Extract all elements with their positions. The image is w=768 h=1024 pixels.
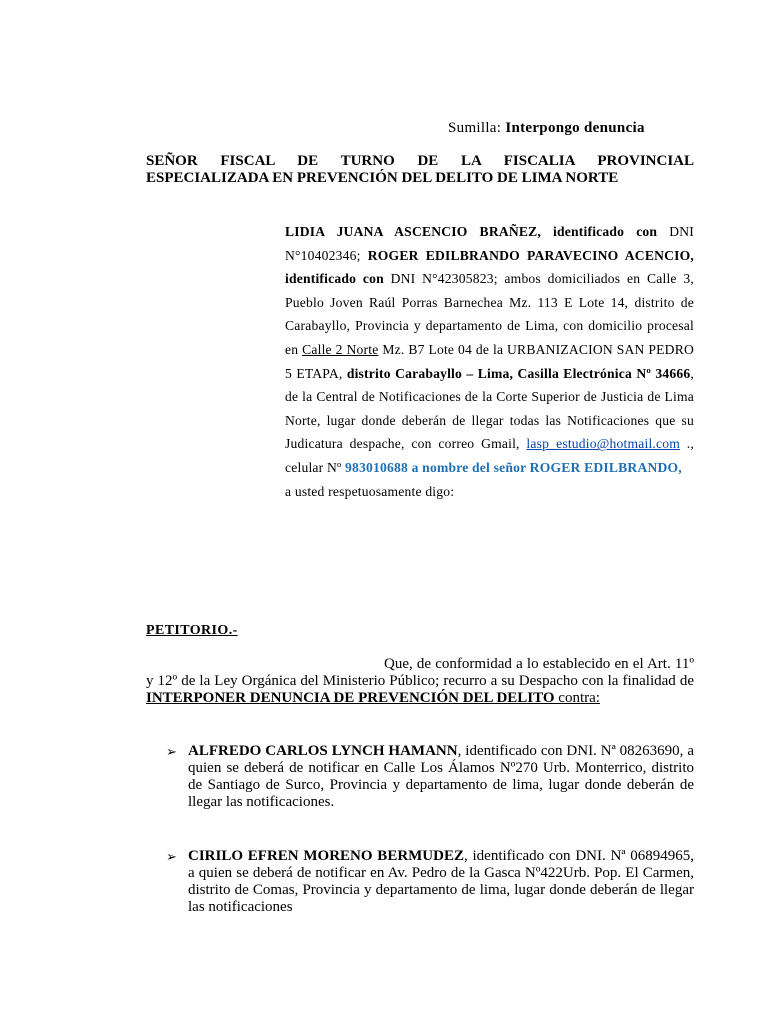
denounced-text	[188, 743, 694, 811]
dni-2-address: DNI N°42305823; ambos domiciliados en Calle 3, Pueblo Joven Raúl Porras Barnechea Mz. 113 E Lote 14, distrito de Carabayllo, Provincia y departamento de Lima, con domicilio procesal en	[285, 271, 695, 357]
addressee-line-1: SEÑOR FISCAL DE TURNO DE LA FISCALIA PROVINCIAL	[146, 153, 694, 169]
addressee-line-2: ESPECIALIZADA EN PREVENCIÓN DEL DELITO DE LIMA NORTE	[146, 170, 619, 186]
phone-owner: 983010688 a nombre del señor ROGER EDILBRANDO,	[345, 459, 682, 475]
denounced-text	[188, 848, 694, 916]
procesal-street: Calle 2 Norte	[302, 341, 379, 357]
denounced-item	[166, 848, 694, 916]
central-notificaciones: , de la Central de Notificaciones de la Corte Superior de Justicia de Lima Norte, lugar donde deberán de llegar todas las Notificaciones que su Judicatura despache, con correo Gmail,	[285, 365, 694, 452]
denounced-details: , identificado con DNI. Nª 08263690, a quien se deberá de notificar en Calle Los Álamos Nº270 Urb. Monterrico, distrito de Santiago de Surco, Provincia y departamento de lima, lugar donde deberán de llegar las notificaciones.	[188, 743, 694, 810]
email-link[interactable]: lasp_estudio@hotmail.com	[526, 436, 681, 452]
petitorio-heading: PETITORIO.-	[146, 623, 238, 638]
id-label-2: , identificado con	[285, 247, 694, 287]
denounced-item	[166, 743, 694, 811]
intro-paragraph	[285, 220, 694, 503]
distrito-casilla: distrito Carabayllo – Lima, Casilla Electrónica Nº 34666	[346, 365, 691, 381]
arrow-bullet-icon: ➢	[166, 744, 177, 759]
sumilla-line	[448, 120, 645, 137]
denounced-name: CIRILO EFREN MORENO BERMUDEZ	[188, 848, 464, 864]
denounced-name: ALFREDO CARLOS LYNCH HAMANN	[188, 743, 458, 759]
arrow-bullet-icon: ➢	[166, 849, 177, 864]
sumilla-value: Interpongo denuncia	[505, 120, 645, 136]
addressee-heading	[146, 153, 694, 187]
complainant-name-1: LIDIA JUANA ASCENCIO BRAÑEZ	[285, 224, 538, 239]
denounced-details: , identificado con DNI. Nª 06894965, a quien se deberá de notificar en Av. Pedro de la Gasca Nº422Urb. Pop. El Carmen, distrito de Comas, Provincia y departamento de lima, lugar donde deberán de llegar las notificaciones	[188, 848, 694, 915]
complainant-name-2: ROGER EDILBRANDO PARAVECINO ACENCIO	[367, 247, 691, 263]
celular-label: ., celular Nº	[285, 436, 694, 475]
petition-bold: INTERPONER DENUNCIA DE PREVENCIÓN DEL DELITO	[146, 690, 555, 706]
dni-1: DNI N°10402346;	[285, 224, 694, 263]
closing-line: a usted respetuosamente digo:	[285, 483, 455, 499]
procesal-rest: Mz. B7 Lote 04 de la URBANIZACION SAN PEDRO 5 ETAPA,	[285, 341, 694, 381]
petition-paragraph	[146, 656, 694, 707]
sumilla-label: Sumilla:	[448, 120, 502, 136]
id-label-1: , identificado con	[537, 224, 658, 239]
petition-tail: contra:	[554, 690, 600, 706]
petition-text: Que, de conformidad a lo establecido en el Art. 11º y 12º de la Ley Orgánica del Ministerio Público; recurro a su Despacho con la finalidad de	[146, 656, 694, 689]
